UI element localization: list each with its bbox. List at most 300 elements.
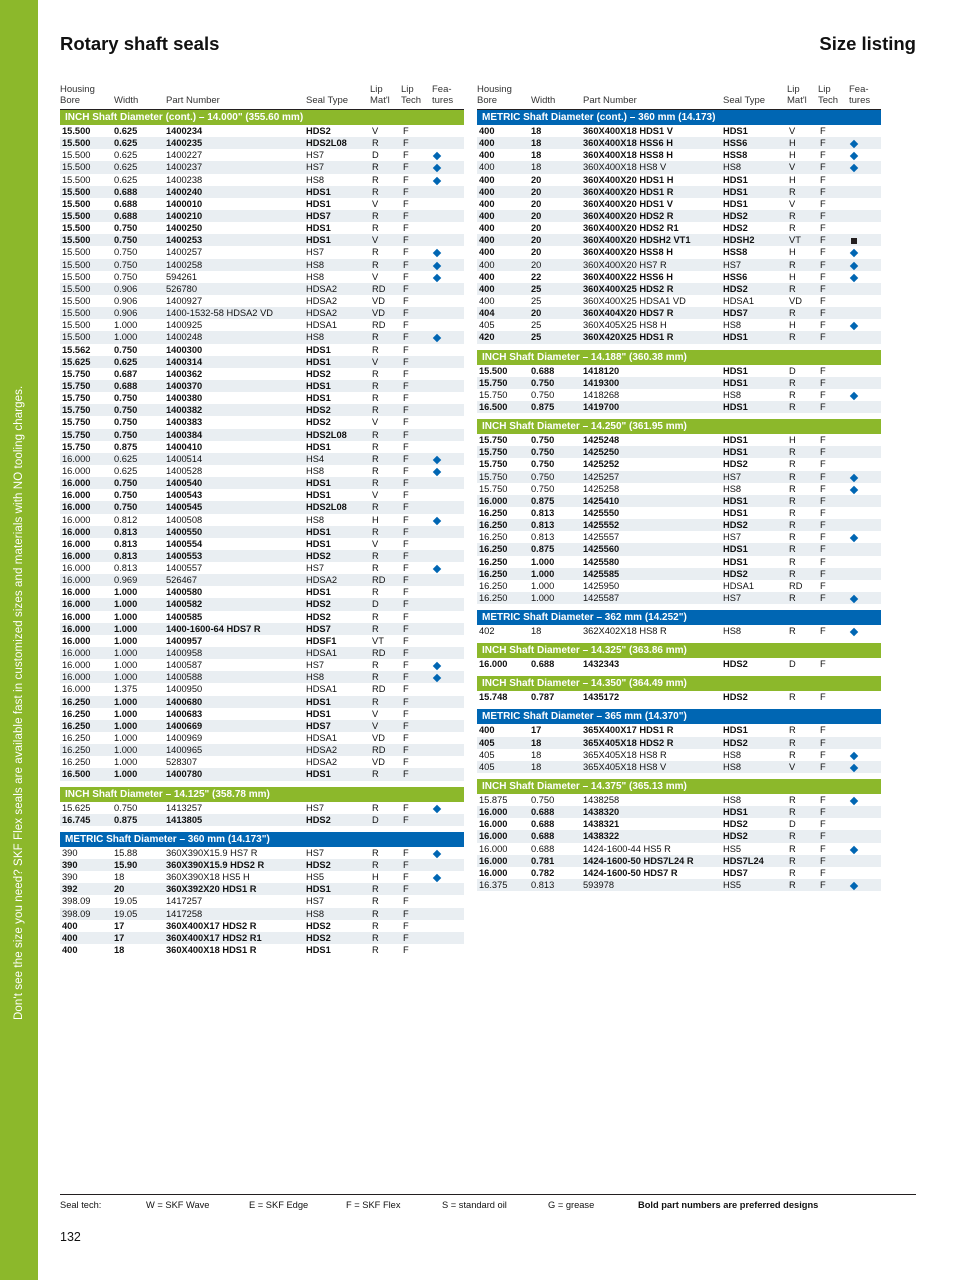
cell-part-number: 360X400X17 HDS2 R1	[166, 932, 262, 943]
cell-width: 0.906	[114, 295, 138, 306]
diamond-icon	[850, 628, 858, 636]
cell-seal-type: HDS2	[306, 932, 331, 943]
cell-lip-tech: F	[403, 320, 409, 331]
cell-housing-bore: 15.500	[62, 295, 91, 306]
cell-housing-bore: 15.562	[62, 344, 91, 355]
cell-lip-material: R	[372, 405, 379, 416]
cell-width: 0.688	[531, 831, 555, 842]
cell-lip-material: R	[789, 223, 796, 234]
cell-features	[434, 465, 440, 477]
cell-seal-type: HS7	[306, 563, 325, 574]
cell-housing-bore: 16.000	[62, 635, 91, 646]
cell-lip-material: R	[789, 807, 796, 818]
cell-housing-bore: 15.750	[62, 393, 91, 404]
cell-seal-type: HDSA2	[306, 308, 338, 319]
cell-housing-bore: 15.750	[479, 435, 508, 446]
cell-lip-material: R	[789, 459, 796, 470]
cell-width: 1.000	[531, 568, 555, 579]
cell-housing-bore: 15.750	[479, 483, 508, 494]
cell-seal-type: HDS1	[306, 538, 331, 549]
cell-seal-type: HS7	[306, 162, 325, 173]
cell-seal-type: HDS2	[306, 368, 331, 379]
cell-lip-tech: F	[820, 320, 826, 331]
table-row	[477, 401, 881, 413]
cell-lip-material: R	[372, 802, 379, 813]
table-row	[60, 441, 464, 453]
table-row	[477, 495, 881, 507]
table-row	[60, 198, 464, 210]
cell-lip-material: VT	[789, 235, 801, 246]
cell-seal-type: HDS1	[306, 526, 331, 537]
cell-lip-tech: F	[820, 880, 826, 891]
cell-lip-material: R	[372, 550, 379, 561]
cell-lip-tech: F	[403, 611, 409, 622]
cell-housing-bore: 15.500	[62, 320, 91, 331]
cell-part-number: 1425587	[583, 592, 620, 603]
cell-part-number: 1424-1600-50 HDS7 R	[583, 867, 678, 878]
cell-width: 1.000	[114, 648, 138, 659]
cell-lip-material: R	[789, 389, 796, 400]
cell-width: 18	[531, 138, 542, 149]
cell-lip-material: V	[372, 126, 379, 136]
table-row	[477, 319, 881, 331]
cell-lip-tech: F	[820, 247, 826, 258]
cell-housing-bore: 400	[479, 295, 495, 306]
table-row	[60, 174, 464, 186]
cell-lip-tech: F	[403, 672, 409, 683]
table-row	[477, 377, 881, 389]
square-icon	[851, 238, 857, 244]
cell-lip-material: V	[372, 356, 379, 367]
table-row	[477, 125, 881, 137]
cell-seal-type: HS7	[306, 247, 325, 258]
cell-housing-bore: 15.875	[479, 795, 508, 806]
cell-lip-tech: F	[403, 502, 409, 513]
table-row	[477, 365, 881, 377]
cell-lip-tech: F	[820, 377, 826, 388]
header-width: Width	[114, 95, 139, 106]
cell-part-number: 1400237	[166, 162, 203, 173]
table-row	[477, 271, 881, 283]
table-row	[477, 295, 881, 307]
cell-part-number: 1400553	[166, 550, 203, 561]
cell-features	[851, 471, 857, 483]
section-rows	[477, 724, 881, 773]
cell-part-number: 362X402X18 HS8 R	[583, 626, 667, 637]
cell-housing-bore: 15.750	[62, 441, 91, 452]
cell-lip-tech: F	[403, 150, 409, 161]
cell-lip-tech: F	[403, 405, 409, 416]
cell-seal-type: HS8	[306, 174, 325, 185]
cell-part-number: 1438320	[583, 807, 620, 818]
cell-seal-type: HDS2L08	[306, 502, 347, 513]
cell-housing-bore: 400	[479, 223, 495, 234]
table-row	[477, 149, 881, 161]
cell-width: 17	[114, 932, 125, 943]
cell-lip-material: D	[789, 819, 796, 830]
cell-width: 0.750	[114, 235, 138, 246]
cell-housing-bore: 16.250	[479, 532, 508, 543]
cell-width: 1.000	[114, 757, 138, 768]
cell-lip-material: V	[372, 417, 379, 428]
cell-features	[434, 871, 440, 883]
cell-part-number: 1425557	[583, 532, 620, 543]
cell-housing-bore: 16.000	[479, 843, 508, 854]
diamond-icon	[433, 804, 441, 812]
cell-part-number: 1425258	[583, 483, 620, 494]
cell-housing-bore: 16.250	[62, 696, 91, 707]
cell-lip-tech: F	[820, 308, 826, 319]
cell-lip-tech: F	[403, 417, 409, 428]
table-row	[60, 598, 464, 610]
table-row	[60, 720, 464, 732]
table-row	[477, 331, 881, 343]
cell-lip-tech: F	[403, 393, 409, 404]
header-lip-tech: Lip Tech	[818, 84, 839, 106]
cell-part-number: 360X400X18 HDS1 V	[583, 126, 673, 136]
cell-seal-type: HDS1	[723, 807, 748, 818]
section-rows	[477, 365, 881, 414]
cell-housing-bore: 15.750	[62, 417, 91, 428]
cell-seal-type: HDS1	[723, 365, 748, 376]
cell-width: 20	[531, 259, 542, 270]
cell-lip-tech: F	[820, 259, 826, 270]
cell-lip-tech: F	[403, 247, 409, 258]
cell-lip-material: R	[372, 696, 379, 707]
table-row	[477, 592, 881, 604]
table-row	[60, 210, 464, 222]
cell-width: 25	[531, 320, 542, 331]
cell-lip-material: D	[372, 599, 379, 610]
cell-width: 20	[531, 198, 542, 209]
cell-part-number: 1438321	[583, 819, 620, 830]
section-rows	[60, 802, 464, 826]
cell-seal-type: HS7	[723, 259, 742, 270]
cell-width: 0.688	[531, 365, 555, 376]
cell-part-number: 360X390X15.9 HDS2 R	[166, 860, 265, 871]
cell-part-number: 526780	[166, 283, 198, 294]
cell-seal-type: HDS1	[306, 393, 331, 404]
cell-lip-material: V	[372, 720, 379, 731]
table-row	[477, 507, 881, 519]
section-header: METRIC Shaft Diameter – 365 mm (14.370")	[477, 709, 881, 724]
cell-seal-type: HDS1	[723, 332, 748, 343]
cell-housing-bore: 16.250	[479, 544, 508, 555]
page-title: Rotary shaft seals	[60, 33, 220, 54]
cell-lip-tech: F	[820, 659, 826, 670]
cell-width: 0.688	[114, 380, 138, 391]
cell-seal-type: HDS1	[723, 507, 748, 518]
legend-label: Seal tech:	[60, 1200, 102, 1210]
cell-width: 1.000	[114, 696, 138, 707]
section-header: INCH Shaft Diameter – 14.250" (361.95 mm)	[477, 419, 881, 434]
cell-housing-bore: 400	[62, 945, 78, 955]
legend-grease: G = grease	[548, 1200, 595, 1210]
cell-width: 20	[531, 174, 542, 185]
cell-width: 0.782	[531, 867, 555, 878]
cell-housing-bore: 16.000	[62, 648, 91, 659]
cell-seal-type: HS5	[723, 880, 742, 891]
cell-features	[851, 592, 857, 604]
cell-width: 0.813	[531, 520, 555, 531]
section-rows	[477, 691, 881, 703]
cell-width: 0.625	[114, 162, 138, 173]
cell-width: 0.750	[531, 389, 555, 400]
cell-housing-bore: 15.500	[62, 271, 91, 282]
cell-seal-type: HDS2	[723, 692, 748, 703]
table-row	[477, 174, 881, 186]
cell-lip-material: R	[789, 495, 796, 506]
cell-lip-tech: F	[403, 490, 409, 501]
cell-housing-bore: 15.500	[62, 162, 91, 173]
cell-width: 0.750	[114, 490, 138, 501]
table-row	[477, 234, 881, 246]
cell-width: 1.000	[114, 733, 138, 744]
cell-housing-bore: 16.250	[62, 720, 91, 731]
section-header: METRIC Shaft Diameter – 362 mm (14.252")	[477, 610, 881, 625]
cell-lip-material: R	[372, 259, 379, 270]
cell-lip-material: D	[789, 659, 796, 670]
table-row	[60, 477, 464, 489]
cell-part-number: 360X400X17 HDS2 R	[166, 920, 257, 931]
cell-features	[434, 802, 440, 814]
cell-housing-bore: 15.750	[479, 389, 508, 400]
cell-part-number: 360X400X22 HSS6 H	[583, 271, 673, 282]
cell-part-number: 360X400X20 HSS8 H	[583, 247, 673, 258]
table-row	[60, 932, 464, 944]
cell-housing-bore: 15.750	[62, 405, 91, 416]
cell-features	[851, 246, 857, 258]
cell-housing-bore: 400	[479, 186, 495, 197]
table-row	[60, 501, 464, 513]
cell-seal-type: HS8	[723, 749, 742, 760]
cell-lip-material: R	[372, 332, 379, 343]
cell-lip-material: R	[789, 544, 796, 555]
table-row	[60, 186, 464, 198]
cell-seal-type: HDS1	[306, 587, 331, 598]
header-features: Fea- tures	[432, 84, 454, 106]
section-header: METRIC Shaft Diameter – 360 mm (14.173")	[60, 832, 464, 847]
cell-seal-type: HS4	[306, 453, 325, 464]
cell-lip-material: R	[789, 556, 796, 567]
cell-width: 0.750	[531, 435, 555, 446]
cell-part-number: 1400965	[166, 745, 203, 756]
cell-housing-bore: 16.000	[62, 538, 91, 549]
cell-lip-tech: F	[403, 847, 409, 858]
cell-width: 20	[114, 884, 125, 895]
legend	[60, 1194, 916, 1210]
cell-lip-material: R	[372, 368, 379, 379]
cell-seal-type: HS7	[723, 471, 742, 482]
cell-lip-material: D	[789, 365, 796, 376]
cell-lip-tech: F	[403, 344, 409, 355]
cell-width: 0.813	[531, 532, 555, 543]
cell-lip-material: R	[372, 623, 379, 634]
cell-lip-material: VD	[372, 308, 385, 319]
cell-lip-tech: F	[403, 308, 409, 319]
diamond-icon	[433, 273, 441, 281]
cell-housing-bore: 400	[479, 138, 495, 149]
diamond-icon	[850, 152, 858, 160]
cell-features	[434, 149, 440, 161]
table-row	[60, 768, 464, 780]
cell-width: 18	[531, 626, 542, 637]
cell-seal-type: HS8	[306, 332, 325, 343]
cell-width: 1.000	[531, 556, 555, 567]
cell-seal-type: HDS1	[306, 198, 331, 209]
cell-lip-material: V	[789, 126, 796, 136]
cell-part-number: 1400258	[166, 259, 203, 270]
cell-housing-bore: 400	[479, 247, 495, 258]
cell-lip-tech: F	[820, 761, 826, 772]
cell-width: 18	[114, 872, 125, 883]
cell-width: 0.813	[531, 880, 555, 891]
table-row	[477, 471, 881, 483]
cell-lip-tech: F	[403, 283, 409, 294]
table-row	[477, 259, 881, 271]
section-header: INCH Shaft Diameter – 14.125" (358.78 mm)	[60, 787, 464, 802]
cell-seal-type: HS8	[306, 514, 325, 525]
cell-part-number: 1400545	[166, 502, 203, 513]
table-row	[60, 623, 464, 635]
cell-seal-type: HDSA1	[306, 648, 338, 659]
table-row	[60, 465, 464, 477]
cell-seal-type: HS8	[306, 271, 325, 282]
cell-width: 0.750	[114, 344, 138, 355]
cell-housing-bore: 15.500	[62, 138, 91, 149]
table-row	[60, 368, 464, 380]
table-column-left	[60, 70, 464, 956]
cell-part-number: 1400210	[166, 210, 203, 221]
cell-lip-tech: F	[820, 556, 826, 567]
cell-width: 0.750	[114, 393, 138, 404]
cell-seal-type: HDS1	[306, 380, 331, 391]
cell-lip-tech: F	[403, 235, 409, 246]
cell-lip-material: V	[789, 198, 796, 209]
table-row	[60, 871, 464, 883]
cell-housing-bore: 400	[479, 174, 495, 185]
cell-lip-material: H	[789, 174, 796, 185]
cell-lip-material: V	[372, 271, 379, 282]
cell-lip-tech: F	[820, 867, 826, 878]
cell-lip-material: VT	[372, 635, 384, 646]
cell-width: 0.750	[531, 377, 555, 388]
table-row	[60, 161, 464, 173]
cell-housing-bore: 15.750	[62, 380, 91, 391]
cell-features	[851, 483, 857, 495]
cell-features	[851, 843, 857, 855]
table-row	[60, 802, 464, 814]
cell-lip-material: R	[789, 831, 796, 842]
cell-width: 0.750	[531, 483, 555, 494]
cell-lip-tech: F	[403, 295, 409, 306]
cell-width: 0.750	[114, 478, 138, 489]
table-row	[60, 283, 464, 295]
cell-housing-bore: 16.250	[62, 757, 91, 768]
cell-part-number: 365X405X18 HDS2 R	[583, 737, 674, 748]
cell-width: 18	[114, 945, 125, 955]
section-rows	[60, 847, 464, 956]
cell-seal-type: HDS1	[723, 401, 748, 412]
cell-lip-material: R	[789, 749, 796, 760]
diamond-icon	[433, 456, 441, 464]
cell-housing-bore: 16.000	[62, 672, 91, 683]
diamond-icon	[850, 273, 858, 281]
cell-lip-material: V	[789, 761, 796, 772]
cell-features	[851, 259, 857, 271]
cell-part-number: 1400969	[166, 733, 203, 744]
cell-seal-type: HS7	[306, 802, 325, 813]
cell-seal-type: HDS2	[723, 520, 748, 531]
cell-width: 0.750	[114, 405, 138, 416]
cell-lip-material: R	[789, 626, 796, 637]
cell-width: 0.750	[114, 271, 138, 282]
cell-housing-bore: 405	[479, 737, 495, 748]
cell-width: 0.969	[114, 575, 138, 586]
table-row	[477, 483, 881, 495]
header-housing-bore: Housing Bore	[477, 84, 512, 106]
cell-lip-tech: F	[403, 478, 409, 489]
cell-width: 0.906	[114, 308, 138, 319]
cell-part-number: 1400300	[166, 344, 203, 355]
cell-housing-bore: 16.250	[62, 733, 91, 744]
diamond-icon	[433, 662, 441, 670]
cell-width: 0.688	[114, 210, 138, 221]
cell-part-number: 360X400X20 HDS1 V	[583, 198, 673, 209]
cell-housing-bore: 16.000	[62, 478, 91, 489]
cell-width: 15.88	[114, 847, 138, 858]
cell-lip-material: H	[789, 247, 796, 258]
cell-lip-material: RD	[372, 575, 386, 586]
cell-part-number: 1400514	[166, 453, 203, 464]
diamond-icon	[850, 249, 858, 257]
cell-seal-type: HDS1	[306, 478, 331, 489]
legend-wave: W = SKF Wave	[146, 1200, 210, 1210]
cell-width: 20	[531, 247, 542, 258]
cell-lip-tech: F	[403, 550, 409, 561]
cell-part-number: 1424-1600-50 HDS7L24 R	[583, 855, 694, 866]
cell-lip-tech: F	[403, 932, 409, 943]
cell-housing-bore: 400	[479, 259, 495, 270]
cell-lip-tech: F	[403, 745, 409, 756]
cell-lip-material: R	[372, 932, 379, 943]
cell-width: 0.625	[114, 453, 138, 464]
cell-lip-tech: F	[403, 908, 409, 919]
cell-lip-material: R	[372, 587, 379, 598]
cell-lip-material: R	[789, 532, 796, 543]
cell-seal-type: HS7	[306, 896, 325, 907]
cell-part-number: 360X400X20 HDS2 R	[583, 210, 674, 221]
cell-lip-material: R	[789, 592, 796, 603]
table-row	[60, 125, 464, 137]
cell-seal-type: HDSA1	[723, 580, 755, 591]
cell-housing-bore: 16.000	[62, 611, 91, 622]
cell-part-number: 1425550	[583, 507, 620, 518]
cell-housing-bore: 16.000	[479, 659, 508, 670]
cell-seal-type: HDS2	[723, 819, 748, 830]
cell-width: 0.875	[531, 401, 555, 412]
cell-part-number: 1400010	[166, 198, 203, 209]
cell-part-number: 1400380	[166, 393, 203, 404]
cell-part-number: 1400588	[166, 672, 203, 683]
diamond-icon	[433, 152, 441, 160]
cell-part-number: 1400958	[166, 648, 203, 659]
page-subtitle: Size listing	[819, 33, 916, 54]
cell-seal-type: HS8	[306, 465, 325, 476]
cell-lip-tech: F	[820, 150, 826, 161]
cell-housing-bore: 402	[479, 626, 495, 637]
table-row	[477, 724, 881, 736]
